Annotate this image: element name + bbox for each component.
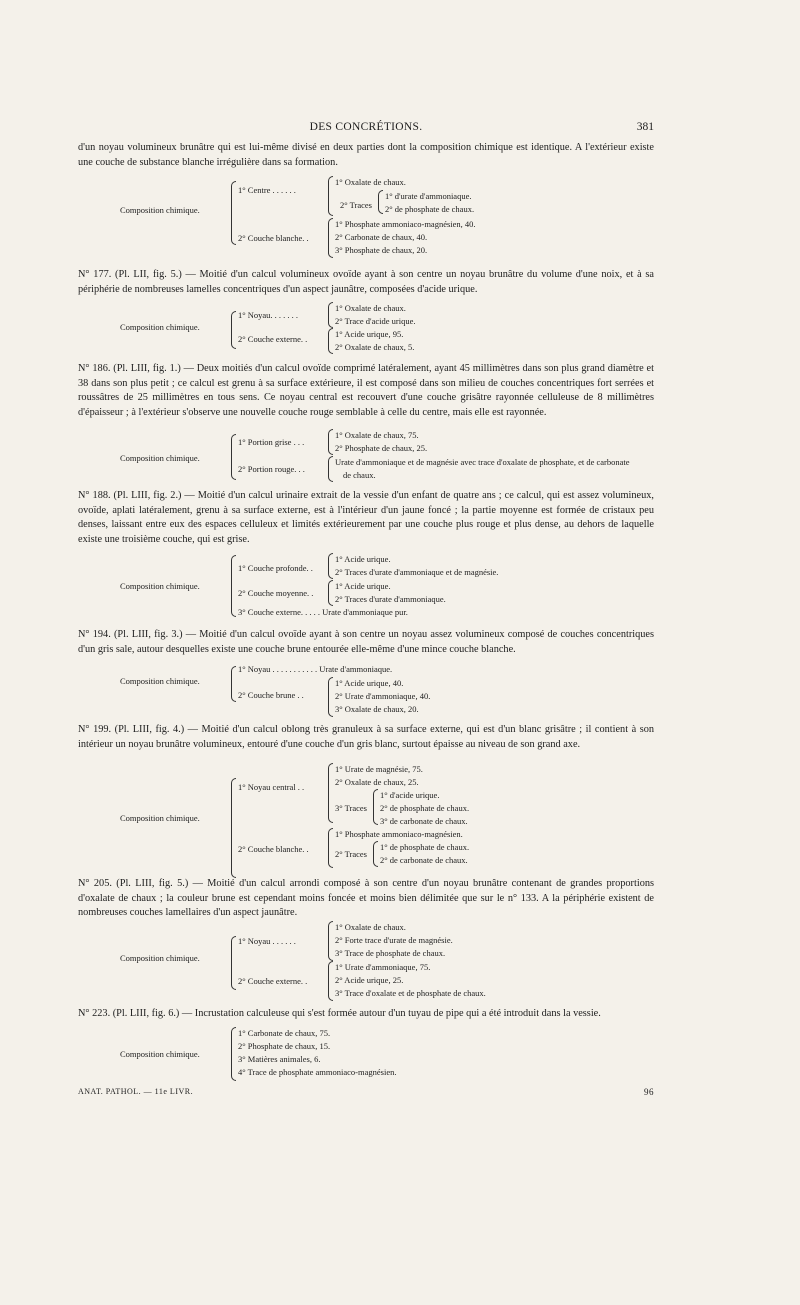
brace: [328, 456, 333, 482]
component-item: 1° Acide urique.: [335, 554, 391, 564]
component-item: 1° Acide urique.: [335, 581, 391, 591]
brace: [231, 434, 236, 480]
couche-blanche-label: 2° Couche blanche. .: [238, 844, 309, 854]
component-item: 1° Urate d'ammoniaque, 75.: [335, 962, 431, 972]
paragraph-177: N° 177. (Pl. LII, fig. 5.) — Moitié d'un calcul volumineux ovoïde ayant à son centre un noyau brunâtre du volume d'une noix, et à sa périphérie de nombreuses lamelles concentriques d'un aspect jaunâtre, composées d'acide urique.: [78, 269, 654, 295]
component-item: 2° Oxalate de chaux, 25.: [335, 777, 419, 787]
couche-label: 2° Couche blanche. .: [238, 233, 309, 243]
paragraph-199: N° 199. (Pl. LIII, fig. 4.) — Moitié d'un calcul oblong très granuleux à sa surface externe, qui est d'un blanc grisâtre ; il contient à son intérieur un noyau brunâtre volumineux, entouré d'une couche d'un gris blanc, surtout épaisse au niveau de son grand axe.: [78, 724, 654, 750]
couche-moyenne-label: 2° Couche moyenne. .: [238, 588, 314, 598]
centre-label: 1° Centre . . . . . .: [238, 185, 296, 195]
component-item: 3° Trace de phosphate de chaux.: [335, 948, 446, 958]
component-item: 1° d'urate d'ammoniaque.: [385, 191, 472, 201]
traces-label: 2° Traces: [335, 849, 367, 859]
brace: [231, 1027, 236, 1081]
footer-page: 96: [644, 1087, 654, 1097]
brace: [328, 218, 333, 258]
component-item: de chaux.: [343, 470, 376, 480]
brace: [328, 176, 333, 216]
component-item: 3° Matières animales, 6.: [238, 1054, 321, 1064]
portion-grise-label: 1° Portion grise . . .: [238, 437, 305, 447]
composition-label: Composition chimique.: [120, 676, 200, 686]
brace: [231, 936, 236, 990]
component-item: 3° Oxalate de chaux, 20.: [335, 704, 419, 714]
traces-label: 2° Traces: [340, 200, 372, 210]
composition-label: Composition chimique.: [120, 205, 200, 215]
couche-externe-label: 2° Couche externe. .: [238, 976, 308, 986]
noyau-label: 1° Noyau . . . . . .: [238, 936, 296, 946]
component-item: 3° Trace d'oxalate et de phosphate de chaux.: [335, 988, 486, 998]
component-item: 2° Urate d'ammoniaque, 40.: [335, 691, 431, 701]
traces-label: 3° Traces: [335, 803, 367, 813]
couche-externe-label: 3° Couche externe. . . . . Urate d'ammoniaque pur.: [238, 607, 408, 617]
brace: [328, 921, 333, 961]
portion-rouge-label: 2° Portion rouge. . .: [238, 464, 305, 474]
component-item: 1° Oxalate de chaux, 75.: [335, 430, 419, 440]
paragraph-194: N° 194. (Pl. LIII, fig. 3.) — Moitié d'un calcul ovoïde ayant à son centre un noyau assez volumineux composé de couches concentriques d'un gris sale, autour desquelles existe une couche brune entourée elle-même d'une mince couche blanche.: [78, 629, 654, 655]
brace: [328, 763, 333, 823]
brace: [231, 778, 236, 878]
component-item: 1° Phosphate ammoniaco-magnésien, 40.: [335, 219, 476, 229]
component-item: 1° Oxalate de chaux.: [335, 922, 406, 932]
brace: [328, 961, 333, 1001]
component-item: Urate d'ammoniaque et de magnésie avec trace d'oxalate de phosphate, et de carbonate: [335, 457, 630, 467]
component-item: 2° Carbonate de chaux, 40.: [335, 232, 428, 242]
running-header: [78, 121, 654, 137]
component-item: 1° Acide urique, 95.: [335, 329, 404, 339]
noyau-central-label: 1° Noyau central . .: [238, 782, 305, 792]
component-item: 3° de carbonate de chaux.: [380, 816, 468, 826]
component-item: 2° Phosphate de chaux, 15.: [238, 1041, 331, 1051]
component-item: 2° Phosphate de chaux, 25.: [335, 443, 428, 453]
couche-label: 2° Couche externe. .: [238, 334, 308, 344]
brace: [231, 181, 236, 245]
brace: [373, 841, 378, 867]
header-title: DES CONCRÉTIONS.: [309, 121, 423, 133]
component-item: 1° Oxalate de chaux.: [335, 177, 406, 187]
header-page-number: 381: [636, 121, 654, 133]
component-item: 2° Traces d'urate d'ammoniaque.: [335, 594, 446, 604]
brace: [328, 553, 333, 579]
composition-label: Composition chimique.: [120, 953, 200, 963]
component-item: 1° de phosphate de chaux.: [380, 842, 470, 852]
component-item: 1° Phosphate ammoniaco-magnésien.: [335, 829, 463, 839]
component-item: 1° d'acide urique.: [380, 790, 440, 800]
component-item: 1° Oxalate de chaux.: [335, 303, 406, 313]
brace: [328, 677, 333, 717]
component-item: 3° Phosphate de chaux, 20.: [335, 245, 428, 255]
brace: [378, 190, 383, 214]
paragraph-223: N° 223. (Pl. LIII, fig. 6.) — Incrustation calculeuse qui s'est formée autour d'un tuyau de pipe qui a été introduit dans la vessie.: [78, 1008, 601, 1019]
component-item: 2° de carbonate de chaux.: [380, 855, 468, 865]
paragraph-205: N° 205. (Pl. LIII, fig. 5.) — Moitié d'un calcul arrondi composé à son centre d'un noyau brunâtre contenant de grandes proportions d'oxalate de chaux ; la couleur brune est cependant moins foncée et moins bien délimitée que sur le n° 133. A la périphérie existent de nombreuses couches lamellaires d'un aspect jaunâtre.: [78, 878, 654, 919]
paragraph-186: N° 186. (Pl. LIII, fig. 1.) — Deux moitiés d'un calcul ovoïde comprimé latéralement, ayant 45 millimètres dans son plus grand diamètre et 38 dans son plus petit ; ce calcul est grenu à sa surface extérieure, il est composé dans son milieu de couches concentriques fort serrées et roussâtres de 25 millimètres en tous sens. Ce noyau central est recouvert d'une couche grisâtre rayonnée celluleuse de 8 millimètres d'épaisseur ; à l'extérieur s'observe une nouvelle couche rouge semblable à celle du centre, mais elle est rayonnée.: [78, 363, 654, 418]
component-item: 2° Traces d'urate d'ammoniaque et de magnésie.: [335, 567, 499, 577]
component-item: 4° Trace de phosphate ammoniaco-magnésien.: [238, 1067, 397, 1077]
brace: [373, 789, 378, 825]
page-footer: [78, 1087, 654, 1096]
brace: [231, 666, 236, 702]
component-item: 2° Trace d'acide urique.: [335, 316, 416, 326]
composition-label: Composition chimique.: [120, 1049, 200, 1059]
paragraph-188: N° 188. (Pl. LIII, fig. 2.) — Moitié d'un calcul urinaire extrait de la vessie d'un enfant de quatre ans ; ce calcul, qui est assez volumineux, ovoïde, aplati latéralement, grenu à sa surface externe, est à l'intérieur d'un jaune foncé ; la partie moyenne est formée de cristaux peu denses, laissant entre eux des espaces celluleux et limités extérieurement par une couche plus rouge et plus dense, au dehors de laquelle existe une troisième couche, qui est grise.: [78, 490, 654, 545]
component-item: 2° Acide urique, 25.: [335, 975, 404, 985]
footer-signature: ANAT. PATHOL. — 11e LIVR.: [78, 1087, 194, 1096]
composition-label: Composition chimique.: [120, 581, 200, 591]
brace: [328, 429, 333, 455]
brace: [231, 555, 236, 617]
intro-paragraph: d'un noyau volumineux brunâtre qui est lui-même divisé en deux parties dont la composition chimique est identique. A l'extérieur existe une couche de substance blanche irrégulière dans sa formation.: [78, 142, 654, 168]
couche-profonde-label: 1° Couche profonde. .: [238, 563, 313, 573]
brace: [328, 328, 333, 354]
component-item: 2° Oxalate de chaux, 5.: [335, 342, 415, 352]
component-item: 1° Carbonate de chaux, 75.: [238, 1028, 331, 1038]
noyau-label: 1° Noyau . . . . . . . . . . . Urate d'ammoniaque.: [238, 664, 393, 674]
component-item: 2° Forte trace d'urate de magnésie.: [335, 935, 453, 945]
brace: [328, 580, 333, 606]
composition-label: Composition chimique.: [120, 813, 200, 823]
couche-brune-label: 2° Couche brune . .: [238, 690, 304, 700]
component-item: 1° Urate de magnésie, 75.: [335, 764, 423, 774]
brace: [231, 311, 236, 349]
composition-label: Composition chimique.: [120, 453, 200, 463]
noyau-label: 1° Noyau. . . . . . .: [238, 310, 299, 320]
component-item: 2° de phosphate de chaux.: [385, 204, 475, 214]
brace: [328, 302, 333, 328]
brace: [328, 828, 333, 868]
composition-label: Composition chimique.: [120, 322, 200, 332]
component-item: 1° Acide urique, 40.: [335, 678, 404, 688]
component-item: 2° de phosphate de chaux.: [380, 803, 470, 813]
